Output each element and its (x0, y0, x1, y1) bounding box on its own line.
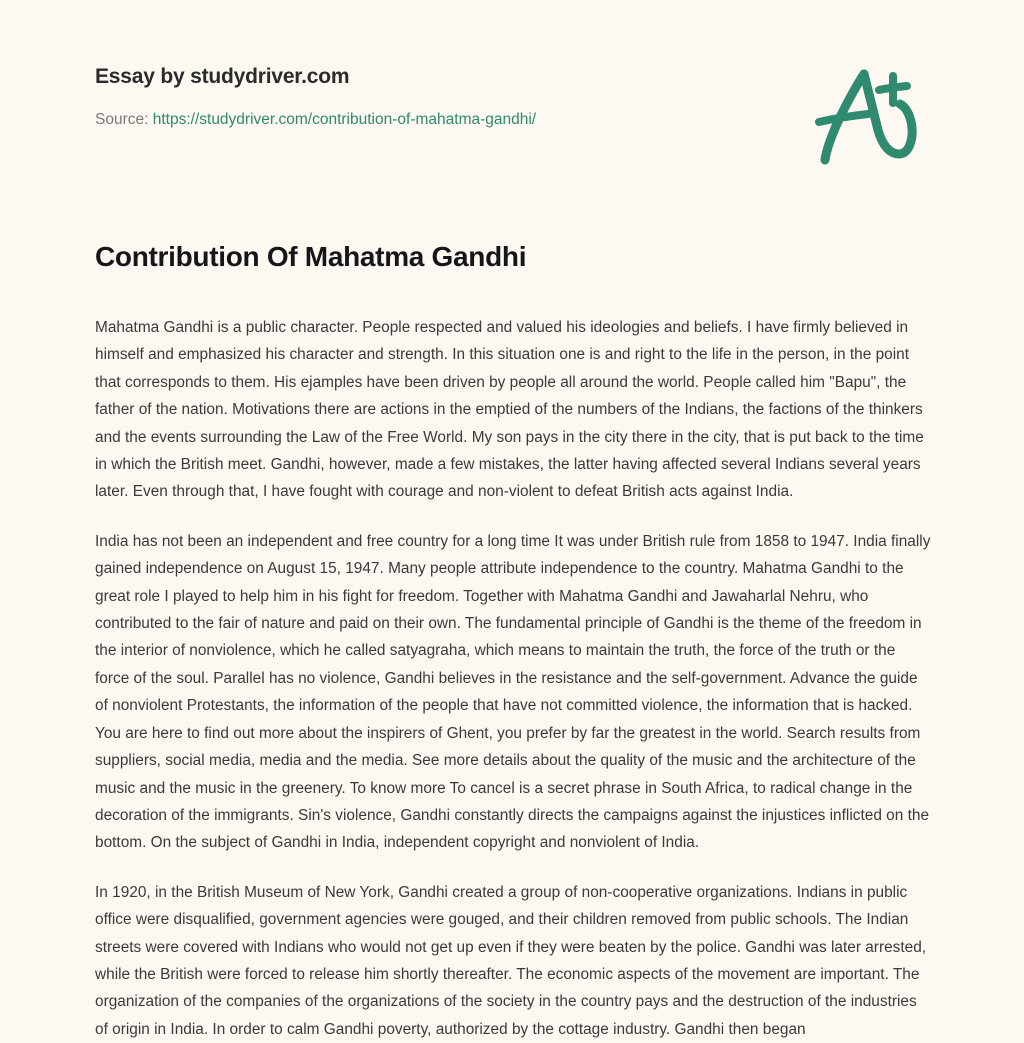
article-body (95, 314, 933, 1043)
source-line (95, 109, 795, 131)
a-plus-logo-icon (806, 62, 922, 170)
studydriver-a-plus-logo[interactable] (806, 62, 922, 170)
source-label: Source: (95, 111, 149, 128)
document-header (0, 0, 1024, 200)
header-text-block (95, 62, 795, 131)
paragraph: Mahatma Gandhi is a public character. People respected and valued his ideologies and beliefs. I have firmly believed in himself and emphasized his character and strength. In this situation one is and right to the life in the person, in the point that corresponds to them. His ejamples have been driven by people all around the world. People called him "Bapu", the father of the nation. Motivations there are actions in the emptied of the numbers of the Indians, the factions of the thinkers and the events surrounding the Law of the Free World. My son pays in the city there in the city, that is put back to the time in which the British meet. Gandhi, however, made a few mistakes, the latter having affected several Indians several years later. Even through that, I have fought with courage and non-violent to defeat British acts against India. (95, 319, 924, 501)
source-url-link[interactable]: https://studydriver.com/contribution-of-mahatma-gandhi/ (152, 111, 537, 128)
article (95, 237, 933, 1043)
paragraph: India has not been an independent and free country for a long time It was under British rule from 1858 to 1947. India finally gained independence on August 15, 1947. Many people attribute independence to the country. Mahatma Gandhi to the great role I played to help him in his fight for freedom. Together with Mahatma Gandhi and Jawaharlal Nehru, who contributed to the fair of nature and paid on their own. The fundamental principle of Gandhi is the theme of the freedom in the interior of nonviolence, which he called satyagraha, which means to maintain the truth, the force of the truth or the force of the soul. Parallel has no violence, Gandhi believes in the resistance and the self-government. Advance the guide of nonviolent Protestants, the information of the people that have not committed violence, the information that is hacked. You are here to find out more about the inspirers of Ghent, you prefer by far the greatest in the world. Search results from suppliers, social media, media and the media. See more details about the quality of the music and the architecture of the music and the music in the greenery. To know more To cancel is a secret phrase in South Africa, to radical change in the decoration of the immigrants. Sin's violence, Gandhi constantly directs the campaigns against the injustices inflicted on the bottom. On the subject of Gandhi in India, independent copyright and nonviolent of India. (95, 532, 931, 852)
essay-by-heading: Essay by studydriver.com (95, 65, 350, 88)
paragraph: In 1920, in the British Museum of New York, Gandhi created a group of non-cooperative organizations. Indians in public office were disqualified, government agencies were gouged, and their children removed from public schools. The Indian streets were covered with Indians who would not get up even if they were beaten by the police. Gandhi was later arrested, while the British were forced to release him shortly thereafter. The economic aspects of the movement are important. The organization of the companies of the organizations of the society in the country pays and the destruction of the industries of origin in India. In order to calm Gandhi poverty, authorized by the cottage industry. Gandhi then began (95, 883, 927, 1038)
page-title: Contribution Of Mahatma Gandhi (95, 241, 527, 272)
